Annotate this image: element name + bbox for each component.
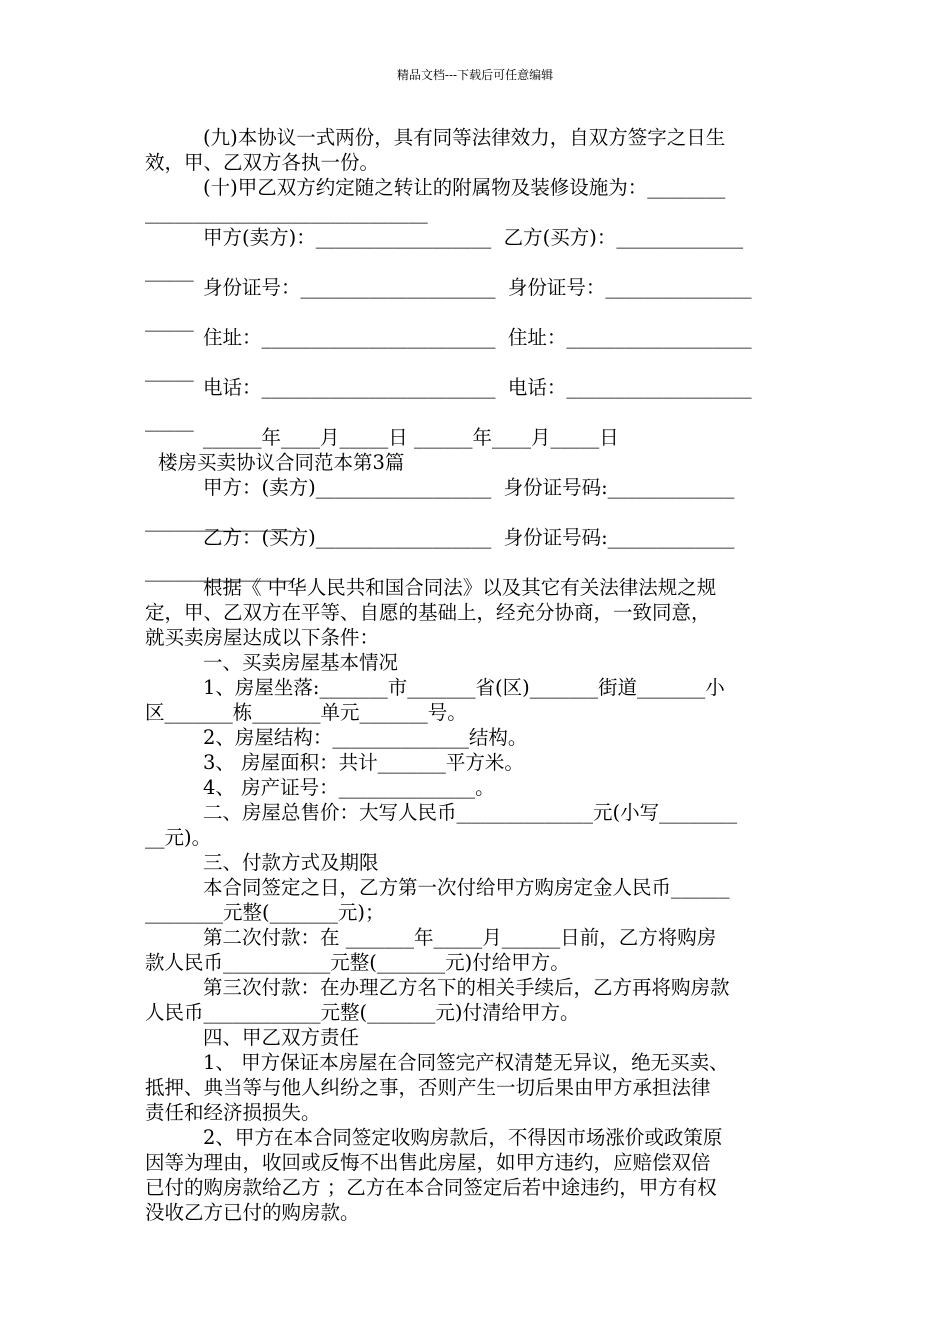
text-line: 四、甲乙双方责任 xyxy=(203,1026,360,1049)
text-line: 已付的购房款给乙方 ；乙方在本合同签定后若中途违约，甲方有权 xyxy=(145,1176,717,1199)
text-line: 根据《 中华人民共和国合同法》以及其它有关法律法规之规 xyxy=(203,576,717,599)
text-line: 乙方：(买方)__________________ 身份证号码:_____________ xyxy=(203,526,735,549)
text-line: ______年____月_____日 ______年____月_____日 xyxy=(203,426,619,449)
text-line: 4、 房产证号：______________。 xyxy=(203,776,495,799)
text-line: 因等为理由，收回或反悔不出售此房屋，如甲方违约，应赔偿双倍 xyxy=(145,1151,711,1174)
text-line: _____ xyxy=(145,259,194,282)
text-line: 电话：________________________ 电话：___________________ xyxy=(203,376,752,399)
text-line: _____ xyxy=(145,309,194,332)
text-line: 就买卖房屋达成以下条件： xyxy=(145,626,380,649)
text-line: 二、房屋总售价：大写人民币______________元(小写________ xyxy=(203,801,738,824)
text-line: 身份证号：____________________ 身份证号：_______________ xyxy=(203,276,752,299)
text-line: 1、房屋坐落:_______市_______省(区)_______街道_______小 xyxy=(203,676,725,699)
text-line: 第二次付款：在 _______年_____月______日前，乙方将购房 xyxy=(203,926,717,949)
text-line: 没收乙方已付的购房款。 xyxy=(145,1201,360,1224)
text-line: (十)甲乙双方约定随之转让的附属物及装修设施为：________ xyxy=(203,176,726,199)
text-line: 2、房屋结构：______________结构。 xyxy=(203,726,528,749)
text-line: 三、付款方式及期限 xyxy=(203,851,379,874)
text-line: 责任和经济损损失。 xyxy=(145,1101,321,1124)
text-line: _____________________________ xyxy=(145,201,428,224)
text-line: 定，甲、乙双方在平等、自愿的基础上，经充分协商，一致同意， xyxy=(145,601,711,624)
text-line: 人民币____________元整(_______元)付清给甲方。 xyxy=(145,1001,580,1024)
text-line: (九)本协议一式两份，具有同等法律效力，自双方签字之日生 xyxy=(203,126,726,149)
page-header: 精品文档---下载后可任意编辑 xyxy=(396,68,554,82)
text-line: 效，甲、乙双方各执一份。 xyxy=(145,151,380,174)
text-line: 1、 甲方保证本房屋在合同签完产权清楚无异议，绝无买卖、 xyxy=(203,1051,729,1074)
text-line: _____ xyxy=(145,359,194,382)
text-line: 一、买卖房屋基本情况 xyxy=(203,651,399,674)
text-line: _______________ xyxy=(145,559,292,582)
text-line: 住址：________________________ 住址：___________________ xyxy=(203,326,752,349)
text-line: 款人民币___________元整(_______元)付给甲方。 xyxy=(145,951,570,974)
text-line: 甲方：(卖方)__________________ 身份证号码:_____________ xyxy=(203,476,735,499)
text-line: _______________ xyxy=(145,509,292,532)
text-line: 2、甲方在本合同签定收购房款后，不得因市场涨价或政策原 xyxy=(203,1126,723,1149)
text-line: 3、 房屋面积：共计_______平方米。 xyxy=(203,751,524,774)
text-line: 本合同签定之日，乙方第一次付给甲方购房定金人民币______ xyxy=(203,876,730,899)
text-line: 抵押、典当等与他人纠纷之事，否则产生一切后果由甲方承担法律 xyxy=(145,1076,711,1099)
text-line: __元)。 xyxy=(145,826,212,849)
text-line: 第三次付款：在办理乙方名下的相关手续后，乙方再将购房款 xyxy=(203,976,730,999)
text-line: 楼房买卖协议合同范本第3篇 xyxy=(158,451,405,474)
text-line: _____ xyxy=(145,409,194,432)
text-line: 区_______栋_______单元_______号。 xyxy=(145,701,467,724)
text-line: ________元整(_______元)； xyxy=(145,901,385,924)
text-line: 甲方(卖方)：__________________ 乙方(买方)：_____________ xyxy=(203,226,744,249)
